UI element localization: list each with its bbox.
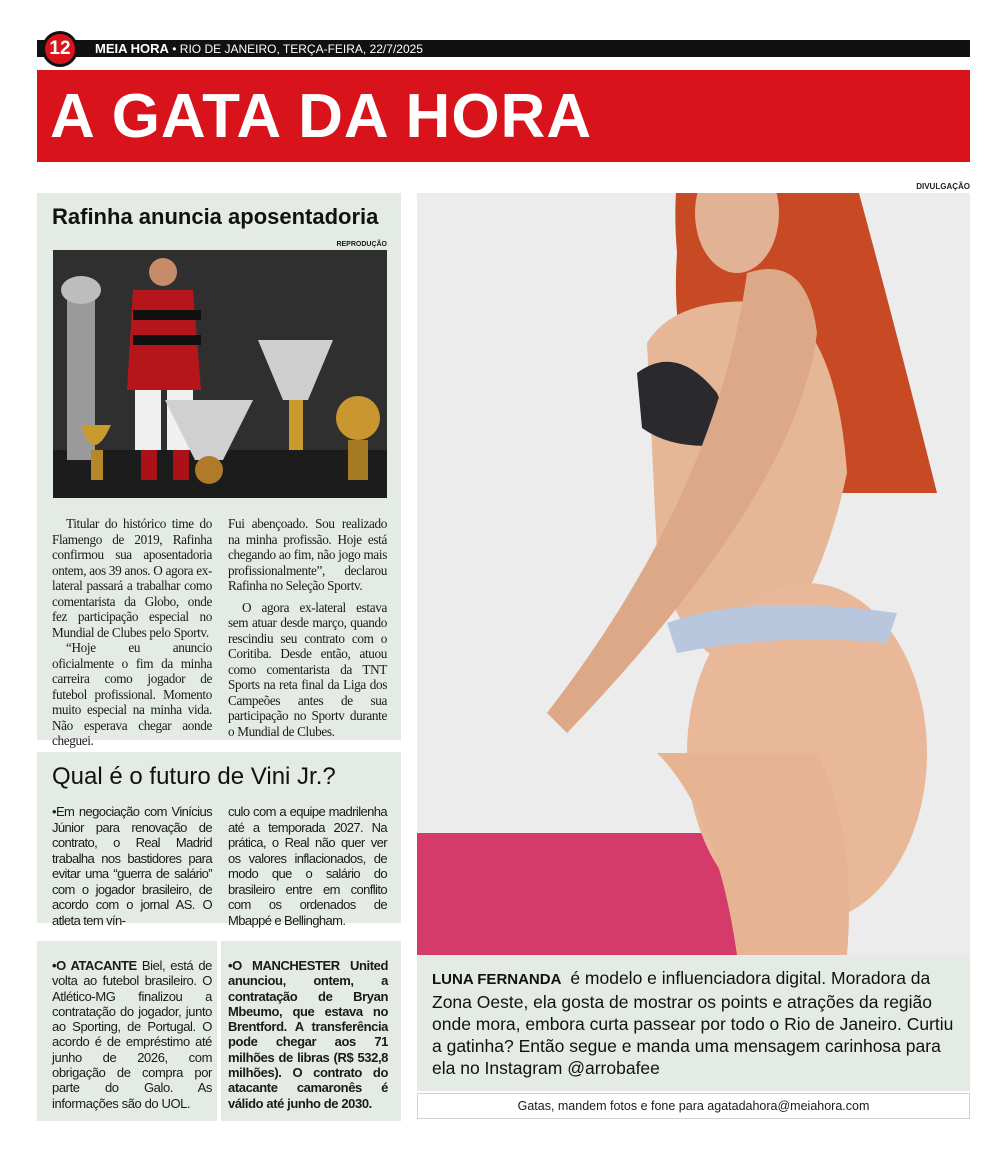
model-caption (432, 967, 958, 1079)
model-name: LUNA FERNANDA (432, 971, 562, 988)
brand-name: MEIA HORA (95, 41, 169, 56)
model-photo-image (417, 193, 970, 955)
submission-footer: Gatas, mandem fotos e fone para agatadahora@meiahora.com (517, 1099, 870, 1113)
rafinha-paragraph: O agora ex-lateral estava sem atuar desde março, quando rescindiu seu contrato com o Coritiba. Desde então, atuou como comentarista da TNT Sports na reta final da Liga dos Campeões antes de sua participação no Sportv durante o Mundial de Clubes. (228, 599, 387, 739)
rafinha-paragraph: Fui abençoado. Sou realizado na minha profissão. Hoje está chegando ao fim, não jogo mais profissionalmente”, declarou Rafinha no Seleção Sportv. (228, 516, 387, 593)
biel-lead: •O ATACANTE (52, 958, 137, 973)
biel-text (52, 958, 212, 1111)
rafinha-headline: Rafinha anuncia aposentadoria (52, 204, 379, 229)
dateline-text: • RIO DE JANEIRO, TERÇA-FEIRA, 22/7/2025 (172, 42, 423, 56)
dateline (95, 40, 423, 57)
caption-text: é modelo e influenciadora digital. Moradora da Zona Oeste, ela gosta de mostrar os points e atrações da região onde mora, embora curta passear por todo o Rio de Janeiro. Curtiu a gatinha? Então segue e manda uma mensagem carinhosa para ela no Instagram @arrobafee (432, 968, 954, 1078)
section-title: A GATA DA HORA (50, 82, 593, 151)
vini-column-1: •Em negociação com Vinícius Júnior para renovação de contrato, o Real Madrid trabalha nos bastidores para evitar uma “guerra de salário” com o jogador brasileiro, de acordo com o jornal AS. O atleta tem vín- (52, 804, 212, 928)
rafinha-trophies-image (53, 250, 387, 498)
main-photo-credit: DIVULGAÇÃO (916, 182, 970, 191)
vini-column-2: culo com a equipe madrilenha até a temporada 2027. Na prática, o Real não quer ver os valores inflacionados, de modo que o salário do brasileiro entre em conflito com os ordenados de Mbappé e Bellingham. (228, 804, 387, 928)
vini-headline: Qual é o futuro de Vini Jr.? (52, 763, 336, 790)
rafinha-column-2 (228, 516, 387, 739)
rafinha-paragraph: “Hoje eu anuncio oficialmente o fim da minha carreira como jogador de futebol profissional. Momento muito especial na minha vida. Não esperava chegar aonde cheguei. (52, 640, 212, 748)
mbeumo-lead: •O MANCHESTER (228, 958, 340, 973)
mbeumo-body: United anunciou, ontem, a contratação de Bryan Mbeumo, que estava no Brentford. A transferência pode chegar aos 71 milhões de libras (R$ 532,8 milhões). O contrato do atacante camaronês é válido até junho de 2030. (228, 958, 388, 1111)
rafinha-paragraph: Titular do histórico time do Flamengo de 2019, Rafinha confirmou sua aposentadoria ontem, aos 39 anos. O agora ex-lateral passará a trabalhar como comentarista da Globo, onde fez participação especial no Mundial de Clubes pelo Sportv. (52, 516, 212, 640)
rafinha-column-1 (52, 516, 212, 749)
main-photo (417, 193, 970, 955)
mbeumo-text (228, 958, 388, 1111)
rafinha-photo (53, 250, 387, 498)
page-number: 12 (42, 31, 78, 67)
biel-body: Biel, está de volta ao futebol brasileiro. O Atlético-MG finalizou a contratação do jogador, junto ao Sporting, de Portugal. O acordo é de empréstimo até junho de 2026, com obrigação de compra por parte do Galo. As informações são do UOL. (52, 958, 212, 1111)
rafinha-photo-credit: REPRODUÇÃO (336, 241, 387, 248)
